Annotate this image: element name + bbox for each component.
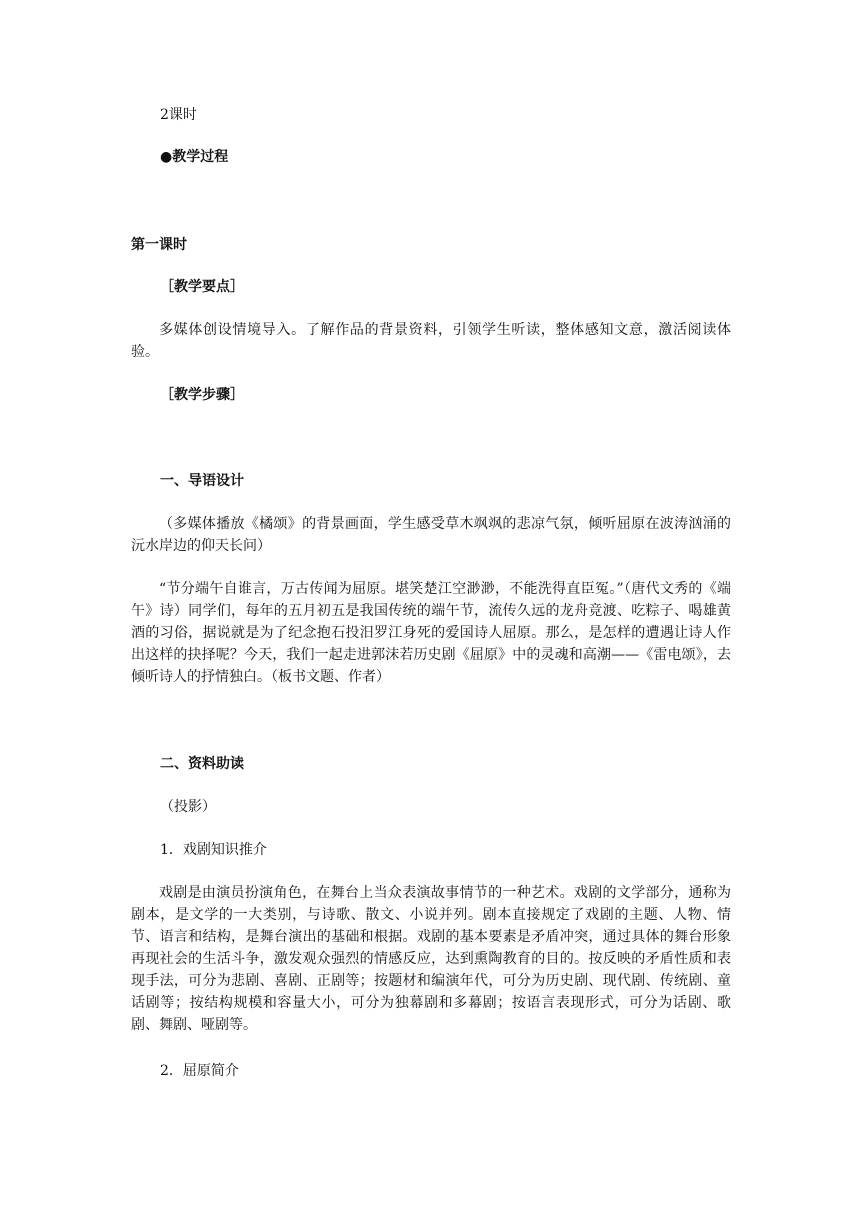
teaching-process-heading: ●教学过程 (160, 149, 229, 165)
projection-note: （投影） (160, 799, 216, 815)
steps-heading: ［教学步骤］ (160, 387, 244, 403)
intro-paragraph-1: （多媒体播放《橘颂》的背景画面，学生感受草木飒飒的悲凉气氛，倾听屈原在波涛汹涌的沅水岸边的仰天长问） (131, 516, 731, 554)
key-points-text: 多媒体创设情境导入。了解作品的背景资料，引领学生听读，整体感知文意，激活阅读体验。 (131, 322, 731, 360)
section-heading-materials: 二、资料助读 (160, 756, 244, 772)
item-title-drama: 1．戏剧知识推介 (160, 842, 267, 858)
item-title-quyuan: 2．屈原简介 (160, 1063, 239, 1079)
section-heading-intro: 一、导语设计 (160, 473, 244, 489)
class-hours: 2课时 (160, 107, 197, 123)
lesson-title: 第一课时 (131, 237, 187, 253)
drama-knowledge-paragraph: 戏剧是由演员扮演角色，在舞台上当众表演故事情节的一种艺术。戏剧的文学部分，通称为剧本，是文学的一大类别，与诗歌、散文、小说并列。剧本直接规定了戏剧的主题、人物、情节、语言和结构，是舞台演出的基础和根据。戏剧的基本要素是矛盾冲突，通过具体的舞台形象再现社会的生活斗争，激发观众强烈的情感反应，达到熏陶教育的目的。按反映的矛盾性质和表现手法，可分为悲剧、喜剧、正剧等；按题材和编演年代，可分为历史剧、现代剧、传统剧、童话剧等；按结构规模和容量大小，可分为独幕剧和多幕剧；按语言表现形式，可分为话剧、歌剧、舞剧、哑剧等。 (131, 885, 731, 1033)
intro-paragraph-2: “节分端午自谁言，万古传闻为屈原。堪笑楚江空渺渺，不能洗得直臣冤。”（唐代文秀的《端午》诗）同学们，每年的五月初五是我国传统的端午节，流传久远的龙舟竞渡、吃粽子、喝雄黄酒的习俗，据说就是为了纪念抱石投汨罗江身死的爱国诗人屈原。那么，是怎样的遭遇让诗人作出这样的抉择呢？今天，我们一起走进郭沫若历史剧《屈原》中的灵魂和高潮——《雷电颂》，去倾听诗人的抒情独白。（板书文题、作者） (131, 581, 731, 685)
key-points-heading: ［教学要点］ (160, 279, 244, 295)
